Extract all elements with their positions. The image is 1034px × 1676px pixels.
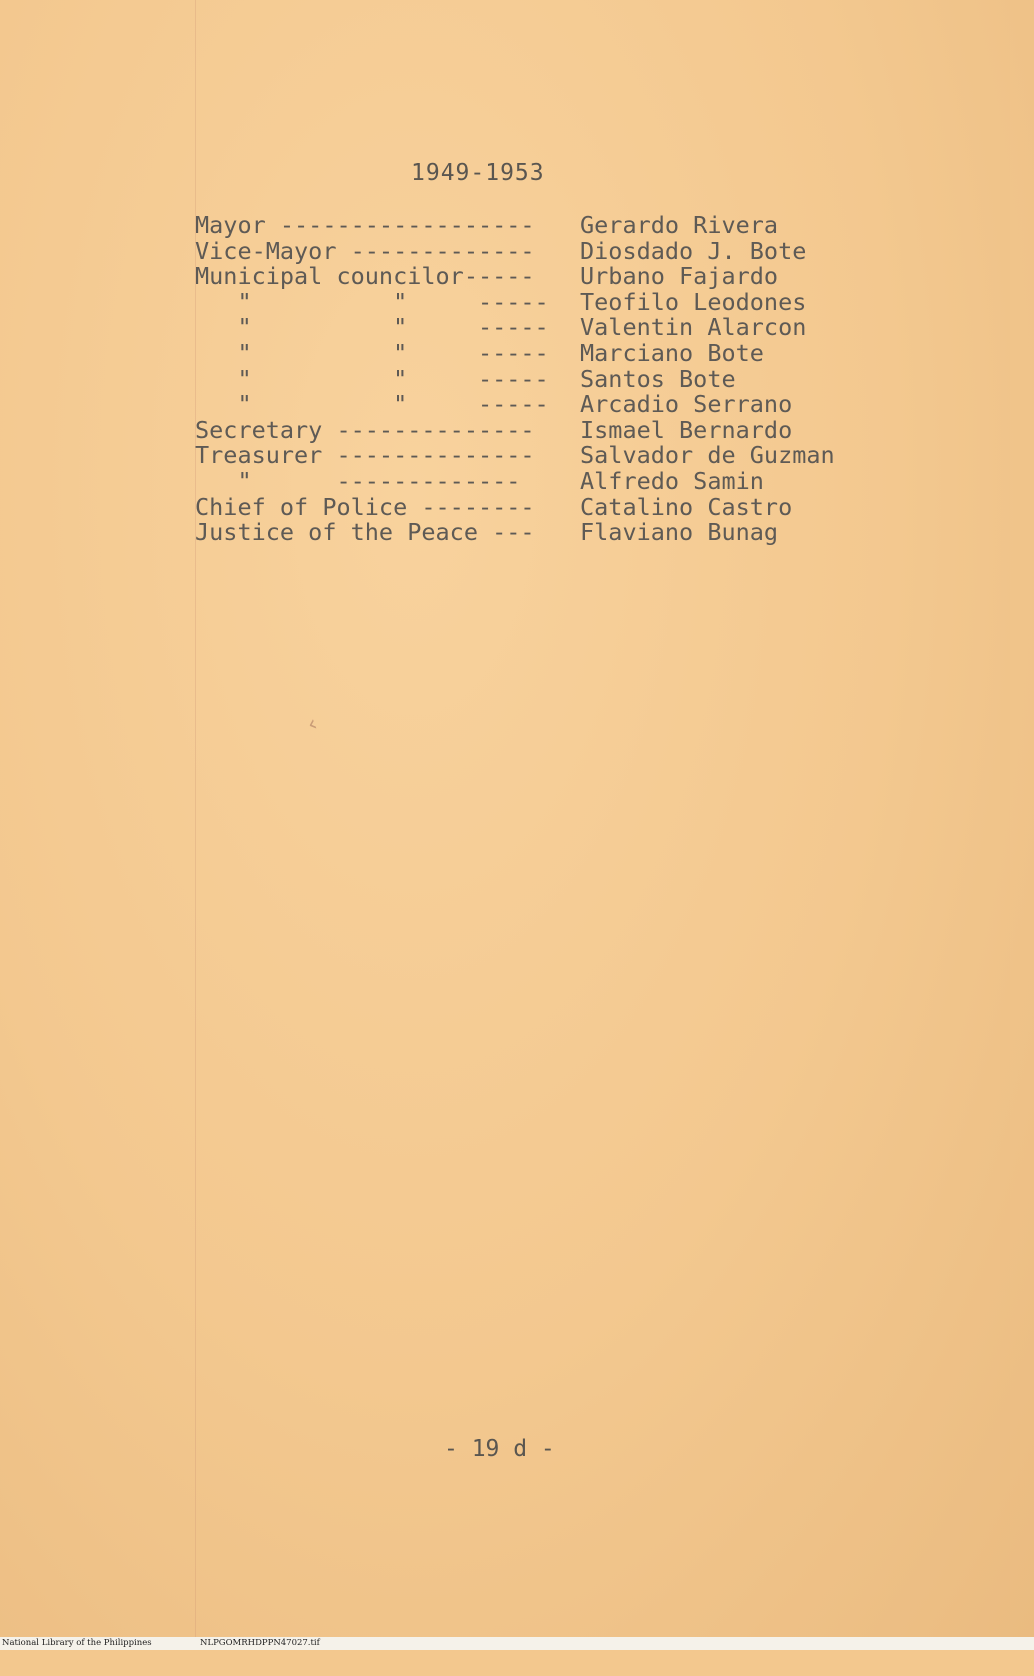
roster-row <box>195 415 835 444</box>
official-name: Urbano Fajardo <box>580 262 779 291</box>
official-name: Teofilo Leodones <box>580 287 807 316</box>
pencil-mark-icon: ‹ <box>302 710 324 739</box>
roster-row <box>195 443 835 469</box>
official-name: Valentin Alarcon <box>580 313 807 342</box>
roster-row <box>195 213 835 239</box>
roster-row <box>195 392 835 418</box>
roster-row <box>195 264 835 290</box>
roster-row <box>195 338 835 367</box>
roster-row <box>195 287 835 316</box>
position-label: " " ----- <box>195 364 549 393</box>
official-name: Ismael Bernardo <box>580 415 793 444</box>
scan-source: National Library of the Philippines <box>2 1638 152 1648</box>
position-label: Secretary -------------- <box>195 415 535 444</box>
position-label: Chief of Police -------- <box>195 492 535 521</box>
official-name: Santos Bote <box>580 364 736 393</box>
position-label: " " ----- <box>195 313 549 342</box>
official-name: Gerardo Rivera <box>580 211 779 239</box>
position-label: Vice-Mayor ------------- <box>195 236 535 265</box>
position-label: " ------------- <box>195 466 521 495</box>
official-name: Catalino Castro <box>580 492 793 521</box>
position-label: Municipal councilor----- <box>195 262 535 291</box>
position-label: Treasurer -------------- <box>195 441 535 470</box>
roster-row <box>195 364 835 393</box>
roster-row <box>195 466 835 495</box>
official-name: Marciano Bote <box>580 338 764 367</box>
roster-row <box>195 520 835 546</box>
page-number: - 19 d - <box>444 1436 555 1462</box>
position-label: " " ----- <box>195 287 549 316</box>
officials-roster <box>195 213 835 546</box>
position-label: " " ----- <box>195 390 549 419</box>
position-label: Mayor ------------------ <box>195 211 535 239</box>
official-name: Salvador de Guzman <box>580 441 835 470</box>
roster-row <box>195 236 835 265</box>
official-name: Flaviano Bunag <box>580 518 779 547</box>
scan-footer <box>0 1637 1034 1650</box>
position-label: " " ----- <box>195 338 549 367</box>
roster-row <box>195 315 835 341</box>
position-label: Justice of the Peace --- <box>195 518 535 547</box>
document-heading: 1949-1953 <box>411 160 545 186</box>
official-name: Arcadio Serrano <box>580 390 793 419</box>
scan-filename: NLPGOMRHDPPN47027.tif <box>200 1638 320 1648</box>
roster-row <box>195 492 835 521</box>
official-name: Alfredo Samin <box>580 466 764 495</box>
official-name: Diosdado J. Bote <box>580 236 807 265</box>
